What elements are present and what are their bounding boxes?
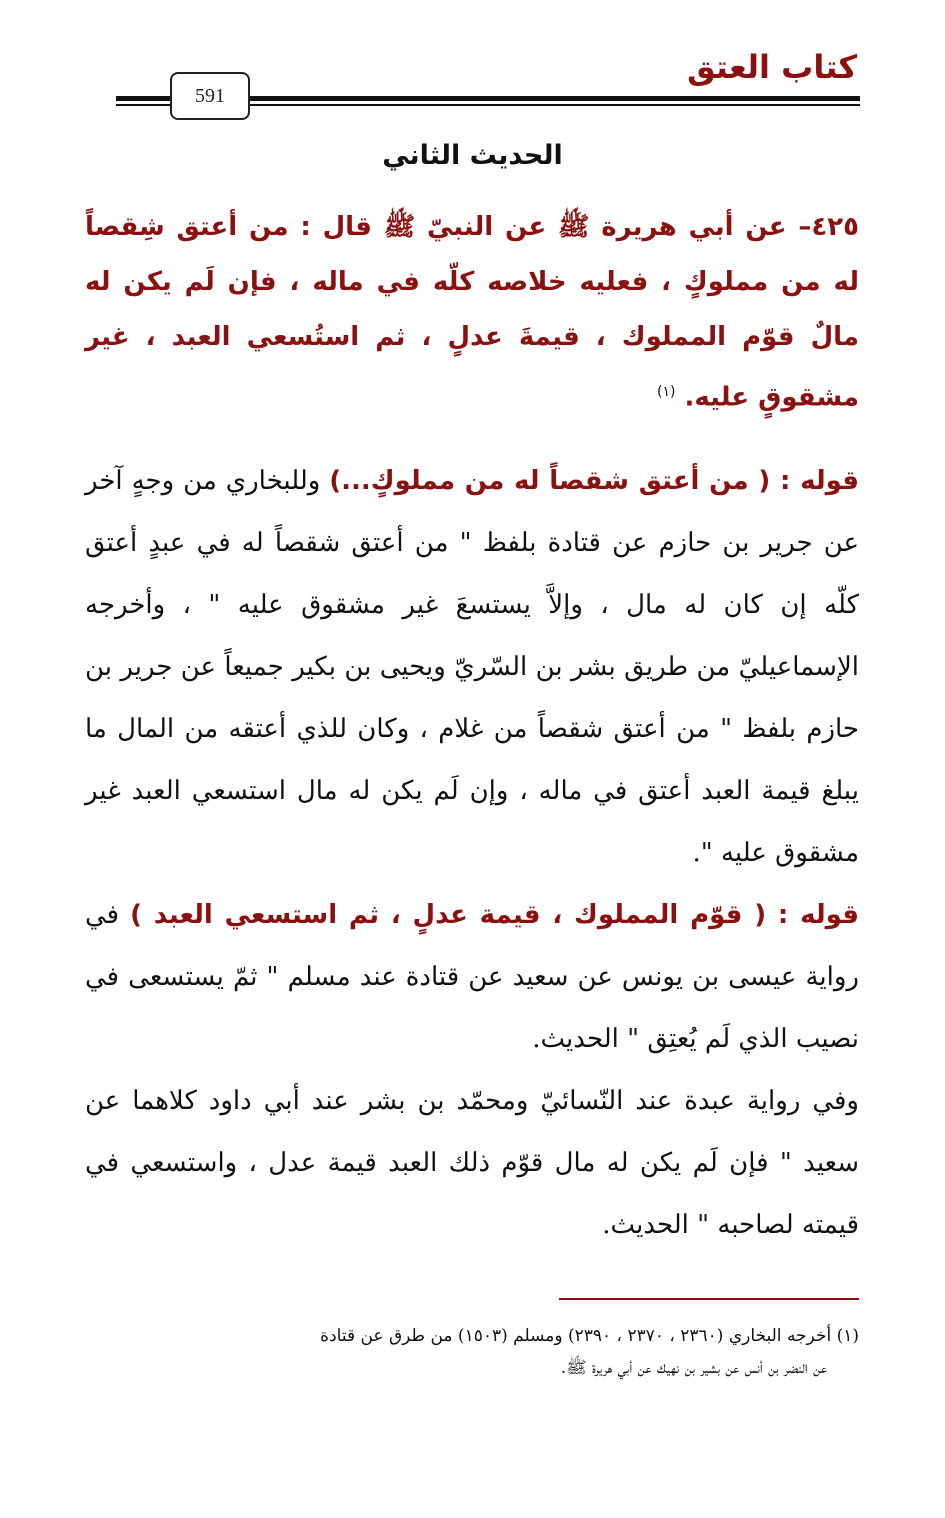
section-title: الحديث الثاني bbox=[382, 140, 563, 171]
hadith-body: ٤٢٥– عن أبي هريرة ﷺ عن النبيّ ﷺ قال : من أعتق شِقصاً له من مملوكٍ ، فعليه خلاصه كلّه في ماله ، فإن لَم يكن له مالٌ قوّم المملوك ، قيمةَ عدلٍ ، ثم استُسعي العبد ، غير مشقوقٍ عليه. bbox=[85, 212, 859, 413]
paragraph-2-text: في رواية عيسى بن يونس عن سعيد عن قتادة عند مسلم " ثمّ يستسعى في نصيب الذي لَم يُعتِق " الحديث. bbox=[85, 900, 859, 1054]
footnote bbox=[85, 1320, 859, 1384]
footnote-reference[interactable]: (١) bbox=[656, 384, 676, 400]
footnote-line-2: عن النضر بن أنس عن بشير بن نهيك عن أبي هريرة ﷺ. bbox=[560, 1358, 827, 1378]
quoted-phrase-1: قوله : ( من أعتق شقصاً له من مملوكٍ...) bbox=[329, 466, 860, 496]
commentary-paragraph-3 bbox=[85, 1070, 859, 1256]
book-title: كتاب العتق bbox=[687, 48, 857, 86]
commentary-paragraph-1 bbox=[85, 450, 859, 884]
quoted-phrase-2: قوله : ( قوّم المملوك ، قيمة عدلٍ ، ثم استسعي العبد ) bbox=[130, 900, 859, 930]
footnote-divider bbox=[559, 1298, 859, 1300]
commentary bbox=[85, 450, 859, 1256]
hadith-text bbox=[85, 200, 859, 426]
footnote-line-1: (١) أخرجه البخاري (٢٣٦٠ ، ٢٣٧٠ ، ٢٣٩٠) ومسلم (١٥٠٣) من طرق عن قتادة bbox=[320, 1326, 859, 1346]
paragraph-3-text: وفي رواية عبدة عند النّسائيّ ومحمّد بن بشر عند أبي داود كلاهما عن سعيد " فإن لَم يكن له مال قوّم ذلك العبد قيمة عدل ، واستسعي في قيمته لصاحبه " الحديث. bbox=[85, 1086, 859, 1240]
paragraph-1-text: وللبخاري من وجهٍ آخر عن جرير بن حازم عن قتادة بلفظ " من أعتق شقصاً له في عبدٍ أعتق كلّه إن كان له مال ، وإلاَّ يستسعَ غير مشقوق عليه " ، وأخرجه الإسماعيليّ من طريق بشر بن السّريّ ويحيى بن بكير جميعاً عن جرير بن حازم بلفظ " من أعتق شقصاً من غلام ، وكان للذي أعتقه من المال ما يبلغ قيمة العبد أعتق في ماله ، وإن لَم يكن له مال استسعي العبد غير مشقوق عليه ". bbox=[85, 466, 859, 868]
commentary-paragraph-2 bbox=[85, 884, 859, 1070]
page-number: 591 bbox=[170, 72, 250, 120]
